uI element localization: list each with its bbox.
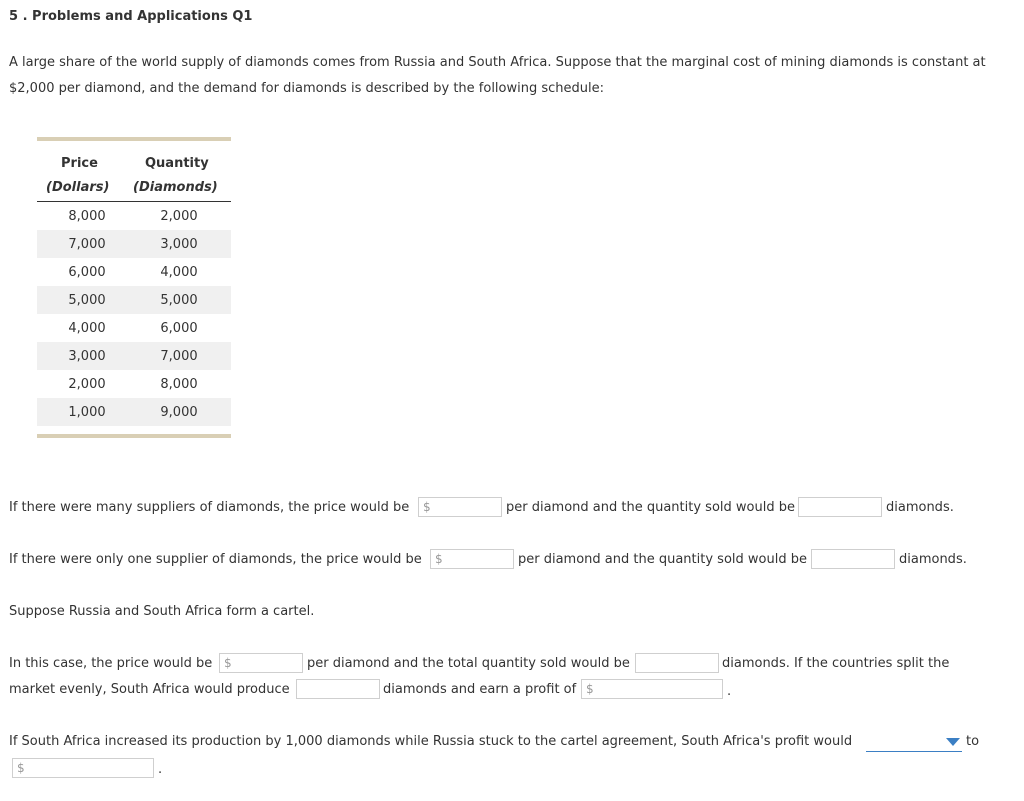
q2-text-after-price: per diamond and the quantity sold would be [518,552,807,567]
q4-text: If South Africa increased its production by 1,000 diamonds while Russia stuck to the cartel agreement, South Africa's profit would [9,734,853,749]
q1-text-after-price: per diamond and the quantity sold would be [506,500,795,515]
q3-line2-text: market evenly, South Africa would produce [9,682,290,697]
q2-text-after-quantity: diamonds. [899,552,967,567]
quantity-cell: 3,000 [160,236,198,252]
price-cell: 5,000 [68,292,106,308]
cartel-statement: Suppose Russia and South Africa form a cartel. [9,604,315,619]
q3-total-quantity-input[interactable] [635,653,719,673]
dollar-sign: $ [435,552,443,566]
profit-change-dropdown[interactable] [866,733,962,752]
q4-period: . [158,762,163,777]
price-header: Price [61,156,98,171]
table-row [37,286,231,314]
problem-intro: A large share of the world supply of diamonds comes from Russia and South Africa. Suppose that the marginal cost of mining diamonds is constant at $2,000 per diamond, and the demand for diamonds is described by the following schedule: [9,55,986,96]
table-row [37,370,231,398]
table-header [37,141,231,202]
price-unit-header: (Dollars) [46,180,110,195]
table-row [37,230,231,258]
table-row [37,202,231,230]
demand-schedule-table [37,137,231,438]
table-row [37,342,231,370]
quantity-cell: 9,000 [160,404,198,420]
dollar-sign: $ [423,500,431,514]
price-cell: 4,000 [68,320,106,336]
price-cell: 1,000 [68,404,106,420]
q3-south-africa-quantity-input[interactable] [296,679,380,699]
q3-text-before-price: In this case, the price would be [9,656,213,671]
price-cell: 8,000 [68,208,106,224]
quantity-unit-header: (Diamonds) [133,180,218,195]
q1-quantity-input[interactable] [798,497,882,517]
table-bottom-rule [37,434,231,438]
q2-text-before-price: If there were only one supplier of diamonds, the price would be [9,552,422,567]
quantity-cell: 4,000 [160,264,198,280]
q4-profit-input[interactable] [12,758,154,778]
price-cell: 2,000 [68,376,106,392]
q1-price-input[interactable] [418,497,502,517]
q2-quantity-input[interactable] [811,549,895,569]
quantity-header: Quantity [145,156,209,171]
dropdown-arrow-icon [946,738,960,746]
quantity-cell: 7,000 [160,348,198,364]
q3-text-after-price: per diamond and the total quantity sold would be [307,656,630,671]
quantity-cell: 5,000 [160,292,198,308]
price-cell: 3,000 [68,348,106,364]
q3-profit-input[interactable] [581,679,723,699]
q1-text-after-quantity: diamonds. [886,500,954,515]
table-row [37,258,231,286]
quantity-cell: 8,000 [160,376,198,392]
price-cell: 7,000 [68,236,106,252]
q4-text-after-dropdown: to [966,734,980,749]
q3-period: . [727,684,732,699]
table-row [37,398,231,426]
table-row [37,314,231,342]
dollar-sign: $ [17,761,25,775]
q3-line2-after-produce: diamonds and earn a profit of [383,682,577,697]
q3-price-input[interactable] [219,653,303,673]
dollar-sign: $ [224,656,232,670]
q2-price-input[interactable] [430,549,514,569]
problem-title: 5 . Problems and Applications Q1 [9,9,253,24]
q1-text-before-price: If there were many suppliers of diamonds, the price would be [9,500,410,515]
quantity-cell: 2,000 [160,208,198,224]
dollar-sign: $ [586,682,594,696]
q3-text-after-quantity: diamonds. If the countries split the [722,656,950,671]
price-cell: 6,000 [68,264,106,280]
quantity-cell: 6,000 [160,320,198,336]
